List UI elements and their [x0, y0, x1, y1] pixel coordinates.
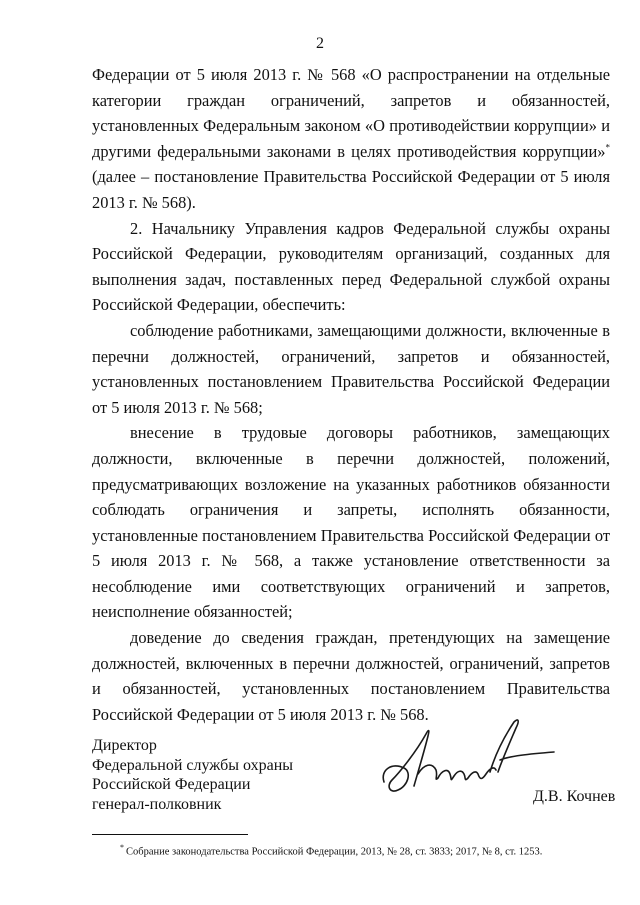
footnote	[120, 843, 542, 858]
paragraph-continuation	[92, 62, 610, 216]
paragraph-notification: доведение до сведения граждан, претендующих на замещение должностей, включенных в перечни должностей, ограничений, запретов и обязанностей, установленных постановлением Правительства Российской Федерации от 5 июля 2013 г. № 568.	[92, 628, 610, 724]
signatory-position: Директор	[92, 737, 157, 754]
paragraph-1-text: Федерации от 5 июля 2013 г. № 568 «О распространении на отдельные категории граждан ограничений, запретов и обязанностей, установленных Федеральным законом «О противодействии коррупции» и другими федеральными законами в целях противодействия коррупции»	[92, 65, 610, 161]
signatory-country: Российской Федерации	[92, 776, 251, 793]
signatory-rank: генерал-полковник	[92, 795, 222, 813]
paragraph-item-2: 2. Начальнику Управления кадров Федеральной службы охраны Российской Федерации, руководителям организаций, созданных для выполнения задач, поставленных перед Федеральной службой охраны Российской Федерации, обеспечить:	[92, 218, 610, 315]
footnote-reference: *	[605, 142, 610, 153]
signatory-title	[92, 736, 293, 814]
footnote-marker: *	[120, 843, 124, 852]
paragraph-compliance: соблюдение работниками, замещающими должности, включенные в перечни должностей, ограничений, запретов и обязанностей, установленных постановлением Правительства Российской Федерации от 5 июля 2013 г. № 568;	[92, 320, 610, 417]
paragraph-contracts: внесение в трудовые договоры работников, замещающих должности, включенные в перечни должностей, положений, предусматривающих возложение на указанных работников обязанности соблюдать ограничения и запреты, исполнять обязанности, установленные постановлением Правительства Российской Федерации от 5 июля 2013 г. № 568, а также установление ответственности за несоблюдение ими соответствующих ограничений и запретов, неисполнение обязанностей;	[92, 423, 610, 622]
footnote-divider	[92, 834, 248, 835]
paragraph-1-tail: (далее – постановление Правительства Российской Федерации от 5 июля 2013 г. № 568).	[92, 167, 610, 212]
signatory-organization: Федеральной службы охраны	[92, 756, 294, 774]
page-number: 2	[316, 35, 324, 52]
document-body	[92, 62, 610, 727]
footnote-text: Собрание законодательства Российской Федерации, 2013, № 28, ст. 3833; 2017, № 8, ст. 1253.	[126, 846, 543, 858]
handwritten-signature	[378, 712, 558, 800]
signatory-name: Д.В. Кочнев	[533, 788, 616, 805]
